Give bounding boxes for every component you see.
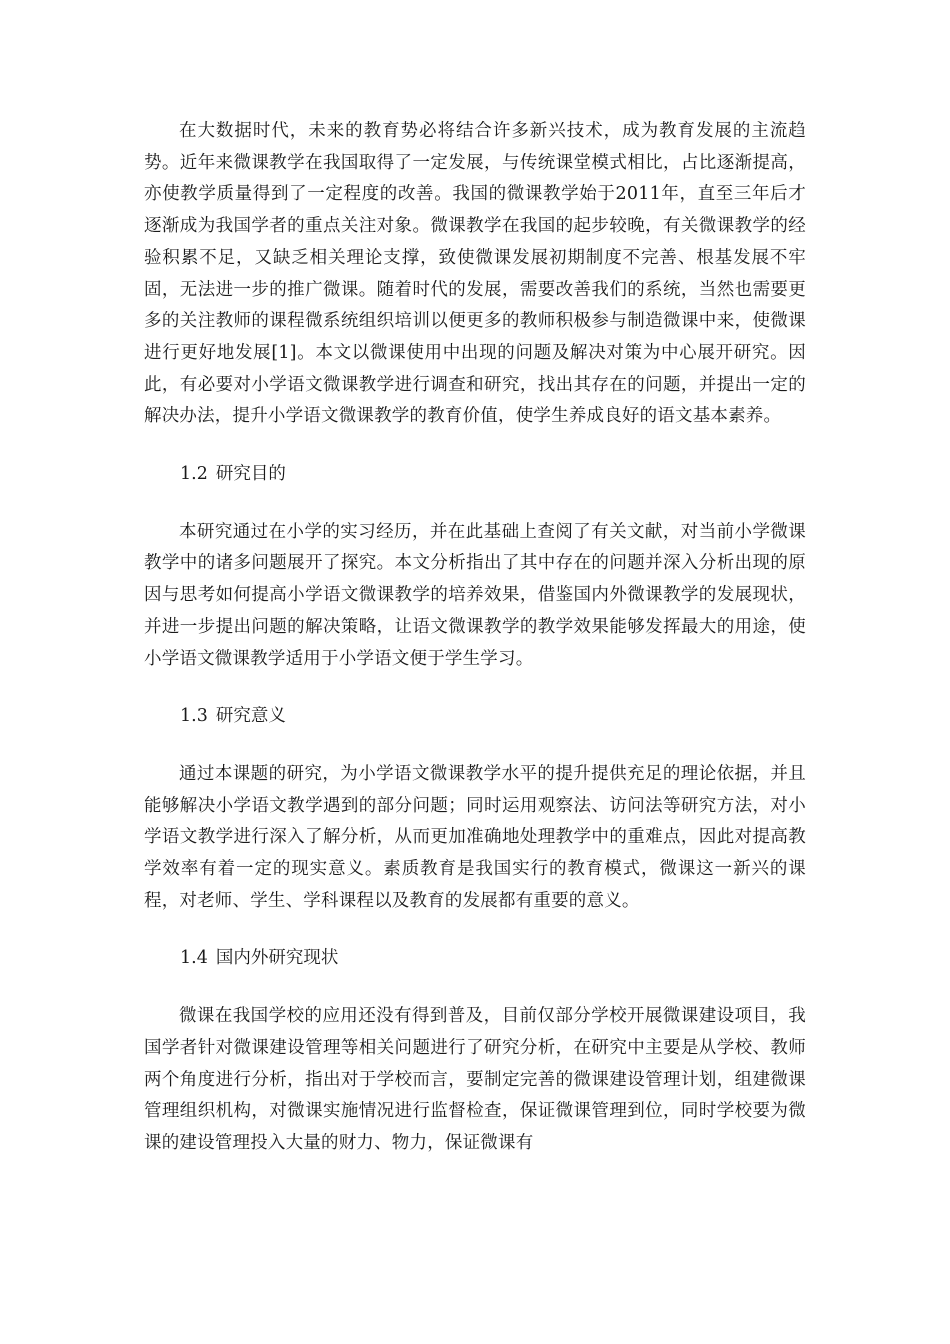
- section-heading-1-3: [144, 701, 806, 733]
- paragraph-research-purpose: 本研究通过在小学的实习经历，并在此基础上查阅了有关文献，对当前小学微课教学中的诸多问题展开了探究。本文分析指出了其中存在的问题并深入分析出现的原因与思考如何提高小学语文微课教学的培养效果，借鉴国内外微课教学的发展现状，并进一步提出问题的解决策略，让语文微课教学的教学效果能够发挥最大的用途，使小学语文微课教学适用于小学语文便于学生学习。: [144, 521, 806, 669]
- section-number: 1.2: [180, 464, 208, 485]
- section-heading-1-2: [144, 459, 806, 491]
- paragraph-research-status: 微课在我国学校的应用还没有得到普及，目前仅部分学校开展微课建设项目，我国学者针对微课建设管理等相关问题进行了研究分析，在研究中主要是从学校、教师两个角度进行分析，指出对于学校而言，要制定完善的微课建设管理计划，组建微课管理组织机构，对微课实施情况进行监督检查，保证微课管理到位，同时学校要为微课的建设管理投入大量的财力、物力，保证微课有: [144, 1006, 806, 1153]
- section-title: 研究目的: [215, 464, 286, 485]
- paragraph-intro: 在大数据时代，未来的教育势必将结合许多新兴技术，成为教育发展的主流趋势。近年来微课教学在我国取得了一定发展，与传统课堂模式相比，占比逐渐提高，亦使教学质量得到了一定程度的改善。我国的微课教学始于2011年，直至三年后才逐渐成为我国学者的重点关注对象。微课教学在我国的起步较晚，有关微课教学的经验积累不足，又缺乏相关理论支撑，致使微课发展初期制度不完善、根基发展不牢固，无法进一步的推广微课。随着时代的发展，需要改善我们的系统，当然也需要更多的关注教师的课程微系统组织培训以便更多的教师积极参与制造微课中来，使微课进行更好地发展[1]。本文以微课使用中出现的问题及解决对策为中心展开研究。因此，有必要对小学语文微课教学进行调查和研究，找出其存在的问题，并提出一定的解决办法，提升小学语文微课教学的教育价值，使学生养成良好的语文基本素养。: [144, 121, 806, 427]
- section-title: 研究意义: [215, 706, 286, 727]
- section-title: 国内外研究现状: [215, 948, 339, 969]
- section-heading-1-4: [144, 943, 806, 975]
- section-number: 1.4: [180, 948, 208, 969]
- section-number: 1.3: [180, 706, 208, 727]
- paragraph-research-significance: 通过本课题的研究，为小学语文微课教学水平的提升提供充足的理论依据，并且能够解决小学语文教学遇到的部分问题；同时运用观察法、访问法等研究方法，对小学语文教学进行深入了解分析，从而更加准确地处理教学中的重难点，因此对提高教学效率有着一定的现实意义。素质教育是我国实行的教育模式，微课这一新兴的课程，对老师、学生、学科课程以及教育的发展都有重要的意义。: [144, 763, 806, 911]
- document-page: [144, 116, 806, 1160]
